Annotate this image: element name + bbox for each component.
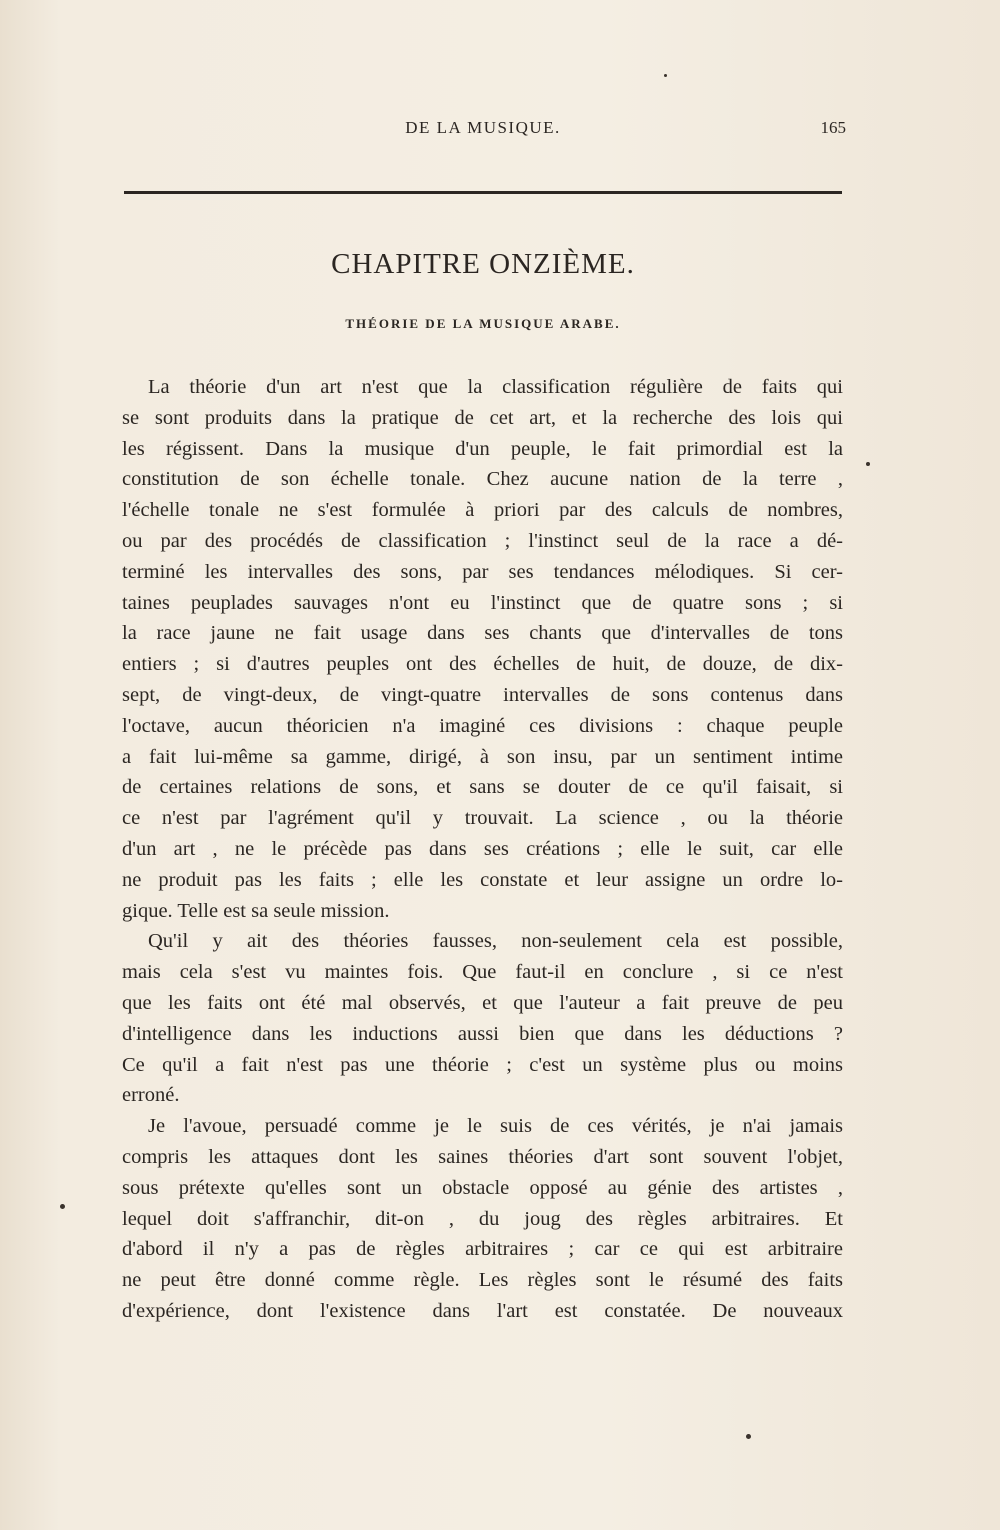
ink-speck	[664, 74, 667, 77]
text-line: d'un art , ne le précède pas dans ses créations ; elle le suit, car elle	[122, 837, 843, 860]
page-number: 165	[820, 118, 846, 137]
text-line: Qu'il y ait des théories fausses, non-seulement cela est possible,	[148, 930, 843, 953]
text-line: ne peut être donné comme règle. Les règles sont le résumé des faits	[122, 1269, 843, 1292]
text-line: a fait lui-même sa gamme, dirigé, à son insu, par un sentiment intime	[122, 745, 843, 768]
paragraph	[122, 372, 843, 926]
text-line: d'intelligence dans les inductions aussi bien que dans les déductions ?	[122, 1022, 843, 1045]
running-head	[120, 118, 846, 142]
text-line: entiers ; si d'autres peuples ont des échelles de huit, de douze, de dix-	[122, 653, 843, 676]
text-line: taines peuplades sauvages n'ont eu l'instinct que de quatre sons ; si	[122, 591, 843, 614]
text-line: Ce qu'il a fait n'est pas une théorie ; c'est un système plus ou moins	[122, 1053, 843, 1076]
body-text	[122, 372, 843, 1327]
text-line: ou par des procédés de classification ; l'instinct seul de la race a dé-	[122, 529, 843, 552]
text-line: que les faits ont été mal observés, et que l'auteur a fait preuve de peu	[122, 991, 843, 1014]
ink-speck	[746, 1434, 751, 1439]
text-line: La théorie d'un art n'est que la classification régulière de faits qui	[148, 376, 843, 398]
text-line: d'expérience, dont l'existence dans l'art est constatée. De nouveaux	[122, 1299, 843, 1322]
text-line: l'échelle tonale ne s'est formulée à priori par des calculs de nombres,	[122, 499, 843, 522]
text-line: terminé les intervalles des sons, par ses tendances mélodiques. Si cer-	[122, 560, 843, 583]
text-line: Je l'avoue, persuadé comme je le suis de ces vérités, je n'ai jamais	[148, 1115, 843, 1138]
text-line: la race jaune ne fait usage dans ses chants que d'intervalles de tons	[122, 622, 843, 645]
text-line: gique. Telle est sa seule mission.	[122, 899, 390, 922]
text-line: ce n'est par l'agrément qu'il y trouvait. La science , ou la théorie	[122, 807, 843, 830]
text-line: constitution de son échelle tonale. Chez aucune nation de la terre ,	[122, 468, 843, 491]
text-line: se sont produits dans la pratique de cet art, et la recherche des lois qui	[122, 406, 843, 429]
text-line: sept, de vingt-deux, de vingt-quatre intervalles de sons contenus dans	[122, 683, 843, 706]
text-line: compris les attaques dont les saines théories d'art sont souvent l'objet,	[122, 1145, 843, 1168]
header-rule	[124, 191, 842, 194]
chapter-subtitle: THÉORIE DE LA MUSIQUE ARABE.	[345, 316, 621, 331]
text-line: de certaines relations de sons, et sans se douter de ce qu'il faisait, si	[122, 776, 843, 799]
text-line: l'octave, aucun théoricien n'a imaginé ces divisions : chaque peuple	[122, 714, 843, 737]
text-line: ne produit pas les faits ; elle les constate et leur assigne un ordre lo-	[122, 868, 843, 891]
text-line: erroné.	[122, 1084, 180, 1107]
ink-speck	[60, 1204, 65, 1209]
running-title: DE LA MUSIQUE.	[405, 118, 561, 137]
text-line: sous prétexte qu'elles sont un obstacle opposé au génie des artistes ,	[122, 1176, 843, 1199]
ink-speck	[866, 462, 870, 466]
text-line: les régissent. Dans la musique d'un peuple, le fait primordial est la	[122, 437, 843, 460]
text-line: lequel doit s'affranchir, dit-on , du joug des règles arbitraires. Et	[122, 1207, 843, 1230]
chapter-title: CHAPITRE ONZIÈME.	[331, 248, 635, 280]
paragraph	[122, 1111, 843, 1327]
paragraph	[122, 926, 843, 1111]
text-line: d'abord il n'y a pas de règles arbitraires ; car ce qui est arbitraire	[122, 1238, 843, 1261]
text-line: mais cela s'est vu maintes fois. Que faut-il en conclure , si ce n'est	[122, 961, 843, 984]
